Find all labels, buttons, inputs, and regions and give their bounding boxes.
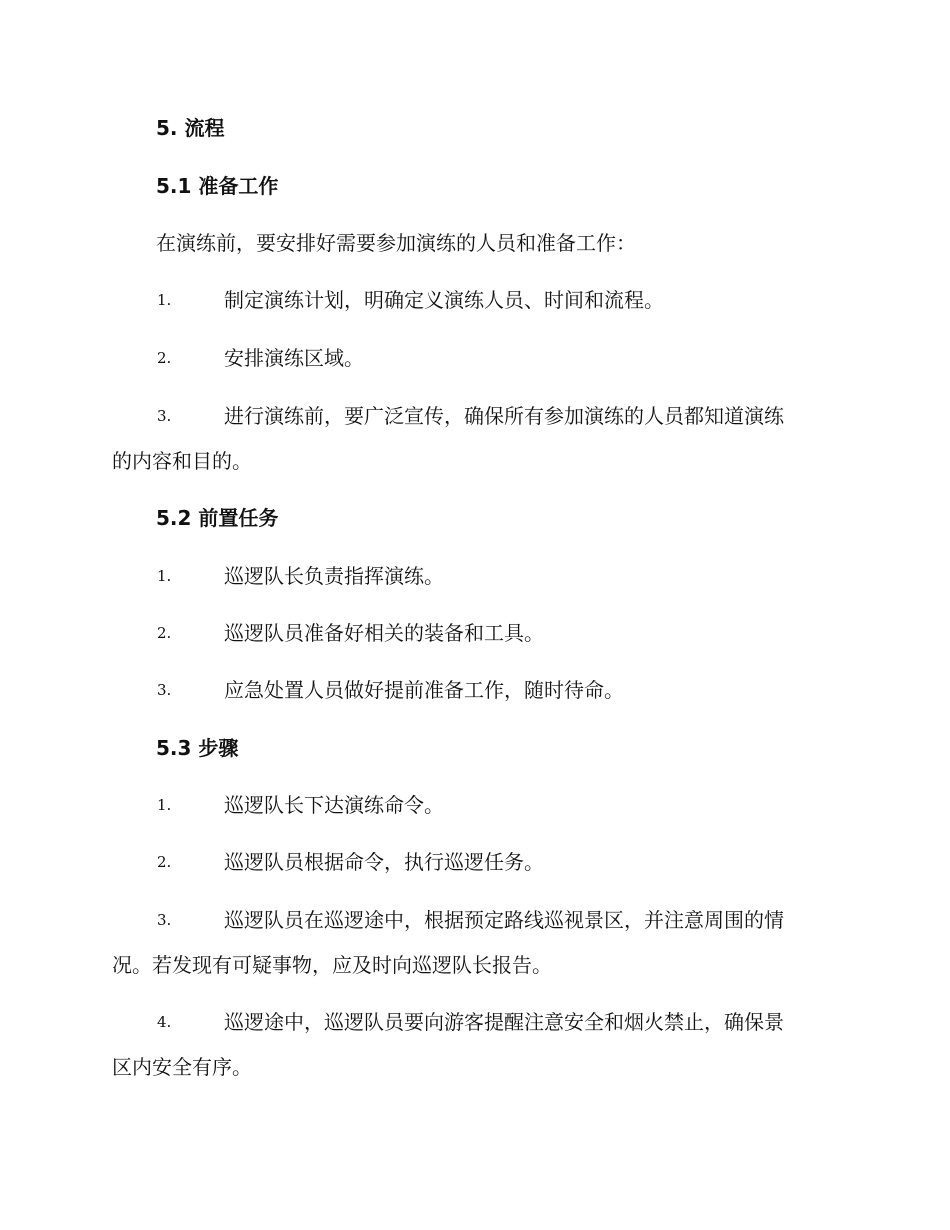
list-text-continuation: 况。若发现有可疑事物，应及时向巡逻队长报告。: [112, 953, 552, 977]
intro-paragraph: 在演练前，要安排好需要参加演练的人员和准备工作：: [156, 231, 636, 255]
list-number: 1.: [157, 567, 172, 585]
list-number: 1.: [157, 291, 172, 309]
section-title: 5. 流程: [156, 116, 225, 140]
list-text: 巡逻队员准备好相关的装备和工具。: [224, 621, 544, 645]
list-text: 制定演练计划，明确定义演练人员、时间和流程。: [224, 288, 664, 312]
list-number: 3.: [157, 911, 172, 929]
list-text: 应急处置人员做好提前准备工作，随时待命。: [224, 678, 624, 702]
list-text: 巡逻队长负责指挥演练。: [224, 564, 444, 588]
list-number: 1.: [157, 796, 172, 814]
list-text: 巡逻途中，巡逻队员要向游客提醒注意安全和烟火禁止，确保景: [224, 1010, 784, 1034]
list-number: 3.: [157, 407, 172, 425]
list-text: 安排演练区域。: [224, 346, 364, 370]
list-number: 3.: [157, 681, 172, 699]
list-text: 巡逻队员在巡逻途中，根据预定路线巡视景区，并注意周围的情: [224, 908, 784, 932]
list-text-continuation: 的内容和目的。: [112, 449, 252, 473]
subsection-title-5-2: 5.2 前置任务: [156, 506, 279, 530]
subsection-title-5-3: 5.3 步骤: [156, 736, 239, 760]
list-number: 2.: [157, 349, 172, 367]
list-number: 2.: [157, 853, 172, 871]
list-text: 进行演练前，要广泛宣传，确保所有参加演练的人员都知道演练: [224, 404, 784, 428]
list-text-continuation: 区内安全有序。: [112, 1055, 252, 1079]
list-text: 巡逻队员根据命令，执行巡逻任务。: [224, 850, 544, 874]
list-number: 4.: [157, 1013, 172, 1031]
list-number: 2.: [157, 624, 172, 642]
subsection-title-5-1: 5.1 准备工作: [156, 174, 279, 198]
list-text: 巡逻队长下达演练命令。: [224, 793, 444, 817]
